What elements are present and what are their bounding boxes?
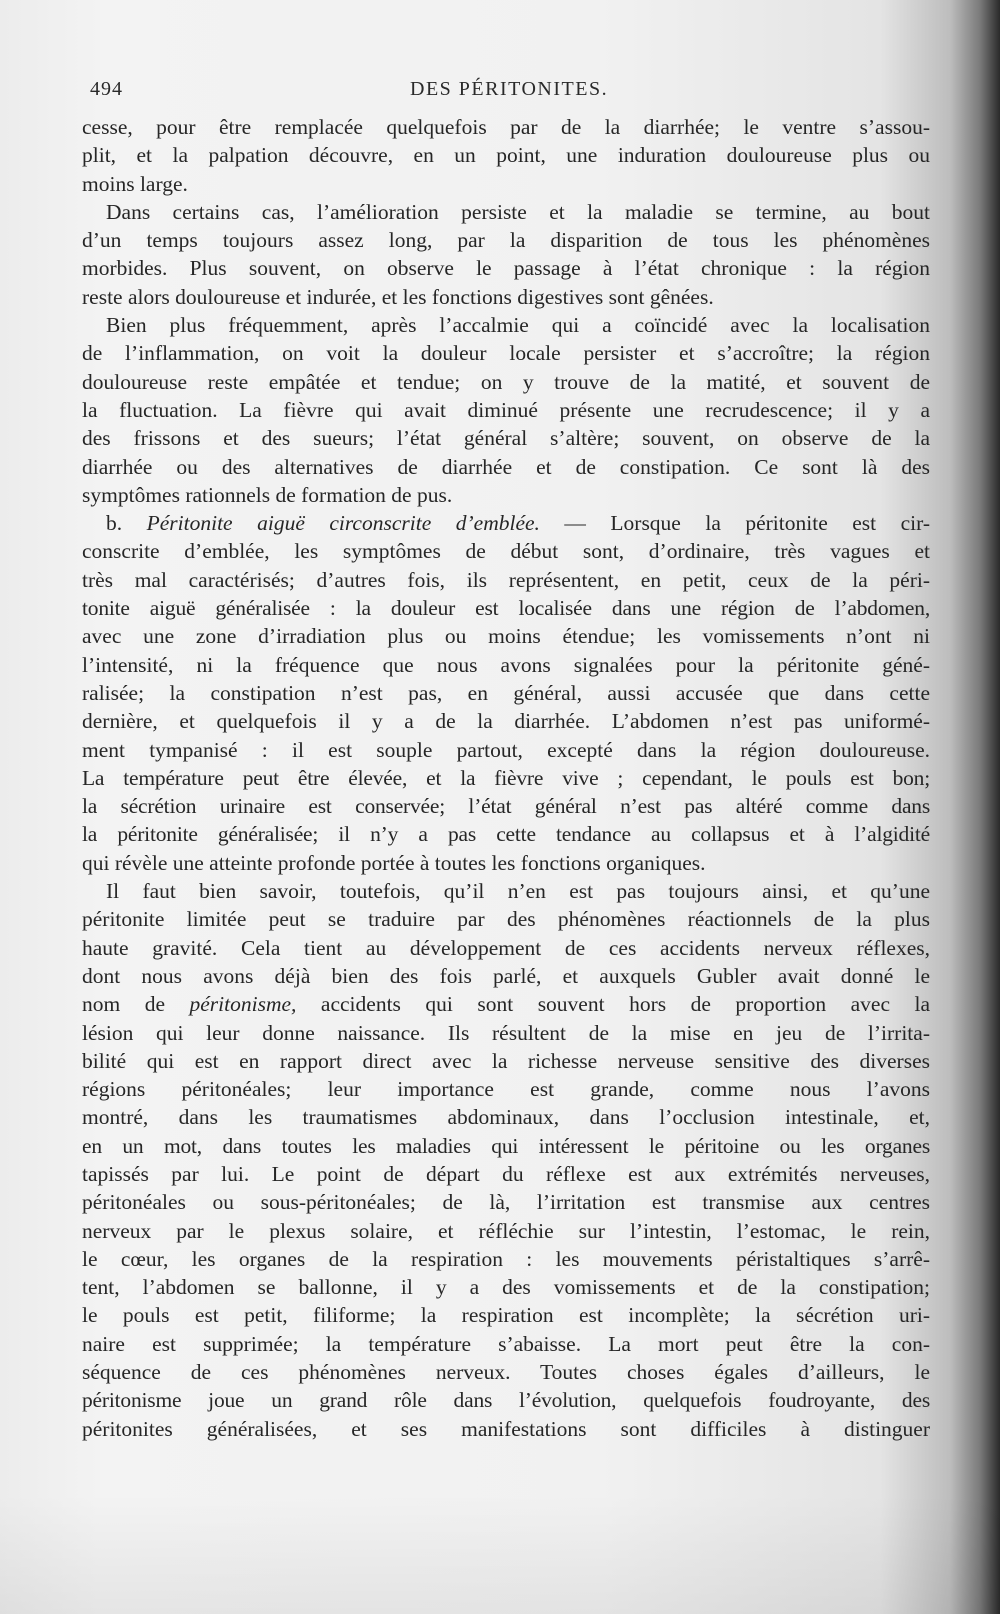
text-line: dernière, et quelquefois il y a de la diarrhée. L’abdomen n’est pas uniformé-: [82, 709, 930, 734]
text-line: morbides. Plus souvent, on observe le passage à l’état chronique : la région: [82, 256, 930, 281]
text-line: péritonisme joue un grand rôle dans l’évolution, quelquefois foudroyante, des: [82, 1388, 930, 1413]
text-line: La température peut être élevée, et la fièvre vive ; cependant, le pouls est bon;: [82, 765, 930, 790]
italic-term: péritonisme,: [189, 992, 297, 1017]
text-line: dont nous avons déjà bien des fois parlé, et auxquels Gubler avait donné le: [82, 963, 930, 988]
text-line: de l’inflammation, on voit la douleur locale persister et s’accroître; la région: [82, 341, 930, 366]
page-header: [90, 78, 910, 104]
text-line: péritonéales ou sous-péritonéales; de là, l’irritation est transmise aux centres: [82, 1190, 930, 1215]
text-line: cesse, pour être remplacée quelquefois par de la diarrhée; le ventre s’assou-: [82, 115, 930, 139]
text-line: l’intensité, ni la fréquence que nous avons signalées pour la péritonite géné-: [82, 652, 930, 677]
text-line: d’un temps toujours assez long, par la disparition de tous les phénomènes: [82, 228, 930, 253]
page-number: 494: [90, 78, 123, 100]
text-line: conscrite d’emblée, les symptômes de début sont, d’ordinaire, très vagues et: [82, 539, 930, 564]
text-line: péritonite limitée peut se traduire par des phénomènes réactionnels de la plus: [82, 907, 930, 932]
text-line: ment tympanisé : il est souple partout, excepté dans la région douloureuse.: [82, 737, 930, 762]
text-line: régions péritonéales; leur importance est grande, comme nous l’avons: [82, 1077, 930, 1102]
text-line: diarrhée ou des alternatives de diarrhée et de constipation. Ce sont là des: [82, 454, 930, 479]
section-heading: Péritonite aiguë circonscrite d’emblée.: [146, 511, 540, 536]
text-line: symptômes rationnels de formation de pus.: [82, 482, 453, 507]
text-line: bilité qui est en rapport direct avec la richesse nerveuse sensitive des diverses: [82, 1048, 930, 1073]
text-line: montré, dans les traumatismes abdominaux, dans l’occlusion intestinale, et,: [82, 1105, 930, 1130]
text-line: le cœur, les organes de la respiration : les mouvements péristaltiques s’arrê-: [82, 1246, 930, 1271]
text-line: le pouls est petit, filiforme; la respiration est incomplète; la sécrétion uri-: [82, 1303, 930, 1328]
text-line: péritonites généralisées, et ses manifestations sont difficiles à distinguer: [82, 1416, 930, 1441]
text-line: tapissés par lui. Le point de départ du réflexe est aux extrémités nerveuses,: [82, 1161, 930, 1186]
text-fragment: nom de: [82, 992, 166, 1017]
text-line: nerveux par le plexus solaire, et réfléchie sur l’intestin, l’estomac, le rein,: [82, 1218, 930, 1243]
text-line: [82, 990, 930, 1018]
text-line: la péritonite généralisée; il n’y a pas cette tendance au collapsus et à l’algidité: [82, 822, 930, 847]
text-fragment: — Lorsque la péritonite est cir-: [564, 511, 931, 536]
text-line: la fluctuation. La fièvre qui avait diminué présente une recrudescence; il y a: [82, 397, 930, 422]
text-line: reste alors douloureuse et indurée, et les fonctions digestives sont gênées.: [82, 284, 714, 309]
text-line: haute gravité. Cela tient au développement de ces accidents nerveux réflexes,: [82, 935, 930, 960]
text-line: des frissons et des sueurs; l’état général s’altère; souvent, on observe de la: [82, 426, 930, 451]
text-line: douloureuse reste empâtée et tendue; on y trouve de la matité, et souvent de: [82, 369, 930, 394]
text-line: [82, 509, 930, 537]
text-fragment: accidents qui sont souvent hors de proportion avec la: [320, 992, 931, 1017]
text-line: Il faut bien savoir, toutefois, qu’il n’en est pas toujours ainsi, et qu’une: [106, 879, 930, 904]
text-line: plit, et la palpation découvre, en un point, une induration douloureuse plus ou: [82, 143, 930, 168]
text-line: naire est supprimée; la température s’abaisse. La mort peut être la con-: [82, 1331, 930, 1356]
text-line: Dans certains cas, l’amélioration persiste et la maladie se termine, au bout: [106, 199, 930, 224]
text-line: tonite aiguë généralisée : la douleur est localisée dans une région de l’abdomen,: [82, 596, 930, 621]
text-line: avec une zone d’irradiation plus ou moins étendue; les vomissements n’ont ni: [82, 624, 930, 649]
text-line: tent, l’abdomen se ballonne, il y a des vomissements et de la constipation;: [82, 1275, 930, 1300]
text-line: ralisée; la constipation n’est pas, en général, aussi accusée que dans cette: [82, 680, 930, 705]
section-marker: b.: [106, 511, 123, 536]
text-line: Bien plus fréquemment, après l’accalmie qui a coïncidé avec la localisation: [106, 313, 930, 338]
running-title: DES PÉRITONITES.: [410, 78, 609, 100]
text-line: très mal caractérisés; d’autres fois, ils représentent, en petit, ceux de la péri-: [82, 567, 930, 592]
text-line: qui révèle une atteinte profonde portée à toutes les fonctions organiques.: [82, 850, 706, 875]
body-text: [82, 113, 930, 1443]
text-line: moins large.: [82, 171, 188, 196]
text-line: la sécrétion urinaire est conservée; l’état général n’est pas altéré comme dans: [82, 794, 930, 819]
text-line: lésion qui leur donne naissance. Ils résultent de la mise en jeu de l’irrita-: [82, 1020, 930, 1045]
text-line: en un mot, dans toutes les maladies qui intéressent le péritoine ou les organes: [82, 1133, 930, 1158]
text-line: séquence de ces phénomènes nerveux. Toutes choses égales d’ailleurs, le: [82, 1360, 930, 1385]
